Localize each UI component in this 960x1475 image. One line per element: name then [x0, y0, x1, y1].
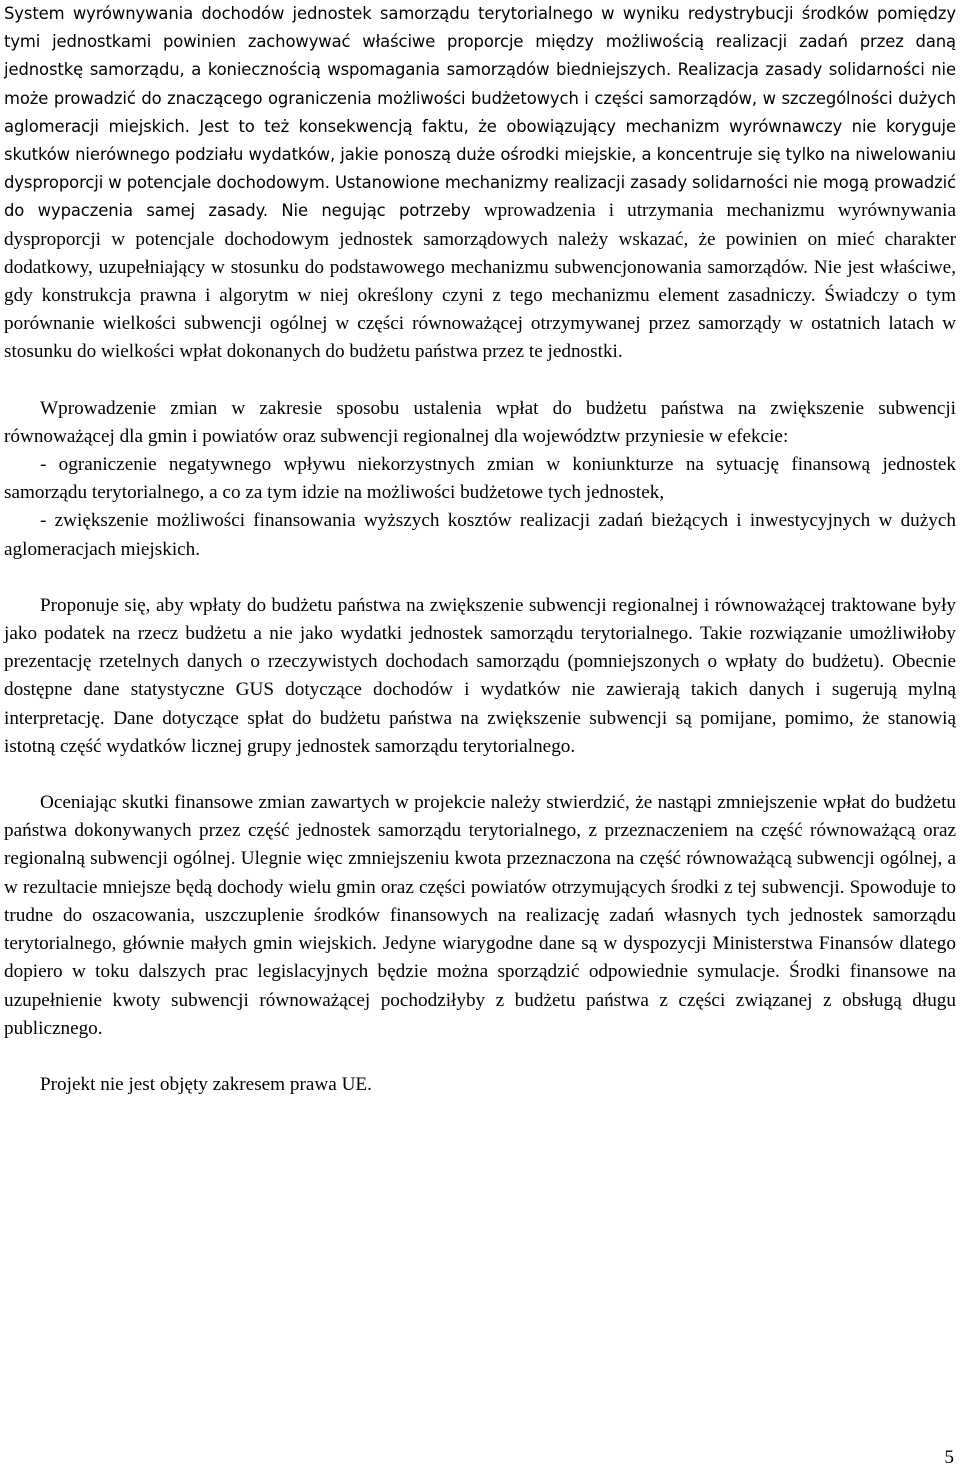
paragraph-solidarity-serif-part: wprowadzenia i utrzymania mechanizmu wyrównywania dysproporcji w potencjale dochodowym jednostek samorządowych należy wskazać, że powinien on mieć charakter dodatkowy, uzupełniający w stosunku do podstawowego mechanizmu subwencjonowania samorządów. Nie jest właściwe, gdy konstrukcja prawna i algorytm w niej określony czyni z tego mechanizmu element zasadniczy. Świadczy o tym porównanie wielkości subwencji ogólnej w części równoważącej otrzymywanej przez samorządy w ostatnich latach w stosunku do wielkości wpłat dokonanych do budżetu państwa przez te jednostki.: [4, 200, 956, 363]
list-item-effect-2: - zwiększenie możliwości finansowania wyższych kosztów realizacji zadań bieżących i inwestycyjnych w dużych aglomeracjach miejskich.: [4, 510, 956, 560]
document-page: [4, 0, 956, 1099]
paragraph-solidarity-sans-part: System wyrównywania dochodów jednostek samorządu terytorialnego w wyniku redystrybucji środków pomiędzy tymi jednostkami powinien zachowywać właściwe proporcje między możliwością realizacji zadań przez daną jednostkę samorządu, a koniecznością wspomagania samorządów biedniejszych. Realizacja zasady solidarności nie może prowadzić do znaczącego ograniczenia możliwości budżetowych i części samorządów, w szczególności dużych aglomeracji miejskich. Jest to też konsekwencją faktu, że obowiązujący mechanizm wyrównawczy nie koryguje skutków nierównego podziału wydatków, jakie ponoszą duże ośrodki miejskie, a koncentruje się tylko na niwelowaniu dysproporcji w potencjale dochodowym. Ustanowione mechanizmy realizacji zasady solidarności nie mogą prowadzić do wypaczenia samej zasady. Nie negując potrzeby: [4, 4, 956, 221]
paragraph-eu-law: Projekt nie jest objęty zakresem prawa UE.: [40, 1073, 372, 1095]
paragraph-solidarity: [4, 0, 956, 367]
paragraph-gap: [4, 1043, 956, 1071]
paragraph-gap: [4, 761, 956, 789]
paragraph-proposal: Proponuje się, aby wpłaty do budżetu państwa na zwiększenie subwencji regionalnej i równoważącej traktowane były jako podatek na rzecz budżetu a nie jako wydatki jednostek samorządu terytorialnego. Takie rozwiązanie umożliwiłoby prezentację rzetelnych danych o rzeczywistych dochodach samorządu (pomniejszonych o wpłaty do budżetu). Obecnie dostępne dane statystyczne GUS dotyczące dochodów i wydatków nie zawierają takich danych i sugerują mylną interpretację. Dane dotyczące spłat do budżetu państwa na zwiększenie subwencji są pomijane, pomimo, że stanowią istotną część wydatków licznej grupy jednostek samorządu terytorialnego.: [4, 594, 956, 757]
list-item-effect-1: - ograniczenie negatywnego wpływu niekorzystnych zmian w koniunkturze na sytuację finansową jednostek samorządu terytorialnego, a co za tym idzie na możliwości budżetowe tych jednostek,: [4, 454, 956, 504]
paragraph-gap: [4, 564, 956, 592]
paragraph-gap: [4, 367, 956, 395]
page-number: 5: [944, 1447, 954, 1468]
paragraph-financial-effects: Oceniając skutki finansowe zmian zawartych w projekcie należy stwierdzić, że nastąpi zmniejszenie wpłat do budżetu państwa dokonywanych przez część jednostek samorządu terytorialnego, z przeznaczeniem na część równoważącą oraz regionalną subwencji ogólnej. Ulegnie więc zmniejszeniu kwota przeznaczona na część równoważącą subwencji ogólnej, a w rezultacie mniejsze będą dochody wielu gmin oraz części powiatów otrzymujących środki z tej subwencji. Spowoduje to trudne do oszacowania, uszczuplenie środków finansowych na realizację zadań własnych tych jednostek samorządu terytorialnego, głównie małych gmin wiejskich. Jedyne wiarygodne dane są w dyspozycji Ministerstwa Finansów dlatego dopiero w toku dalszych prac legislacyjnych będzie można sporządzić odpowiednie symulacje. Środki finansowe na uzupełnienie kwoty subwencji równoważącej pochodziłyby z budżetu państwa z części związanej z obsługą długu publicznego.: [4, 792, 956, 1039]
paragraph-effects-intro: Wprowadzenie zmian w zakresie sposobu ustalenia wpłat do budżetu państwa na zwiększenie subwencji równoważącej dla gmin i powiatów oraz subwencji regionalnej dla województw przyniesie w efekcie:: [4, 397, 956, 447]
